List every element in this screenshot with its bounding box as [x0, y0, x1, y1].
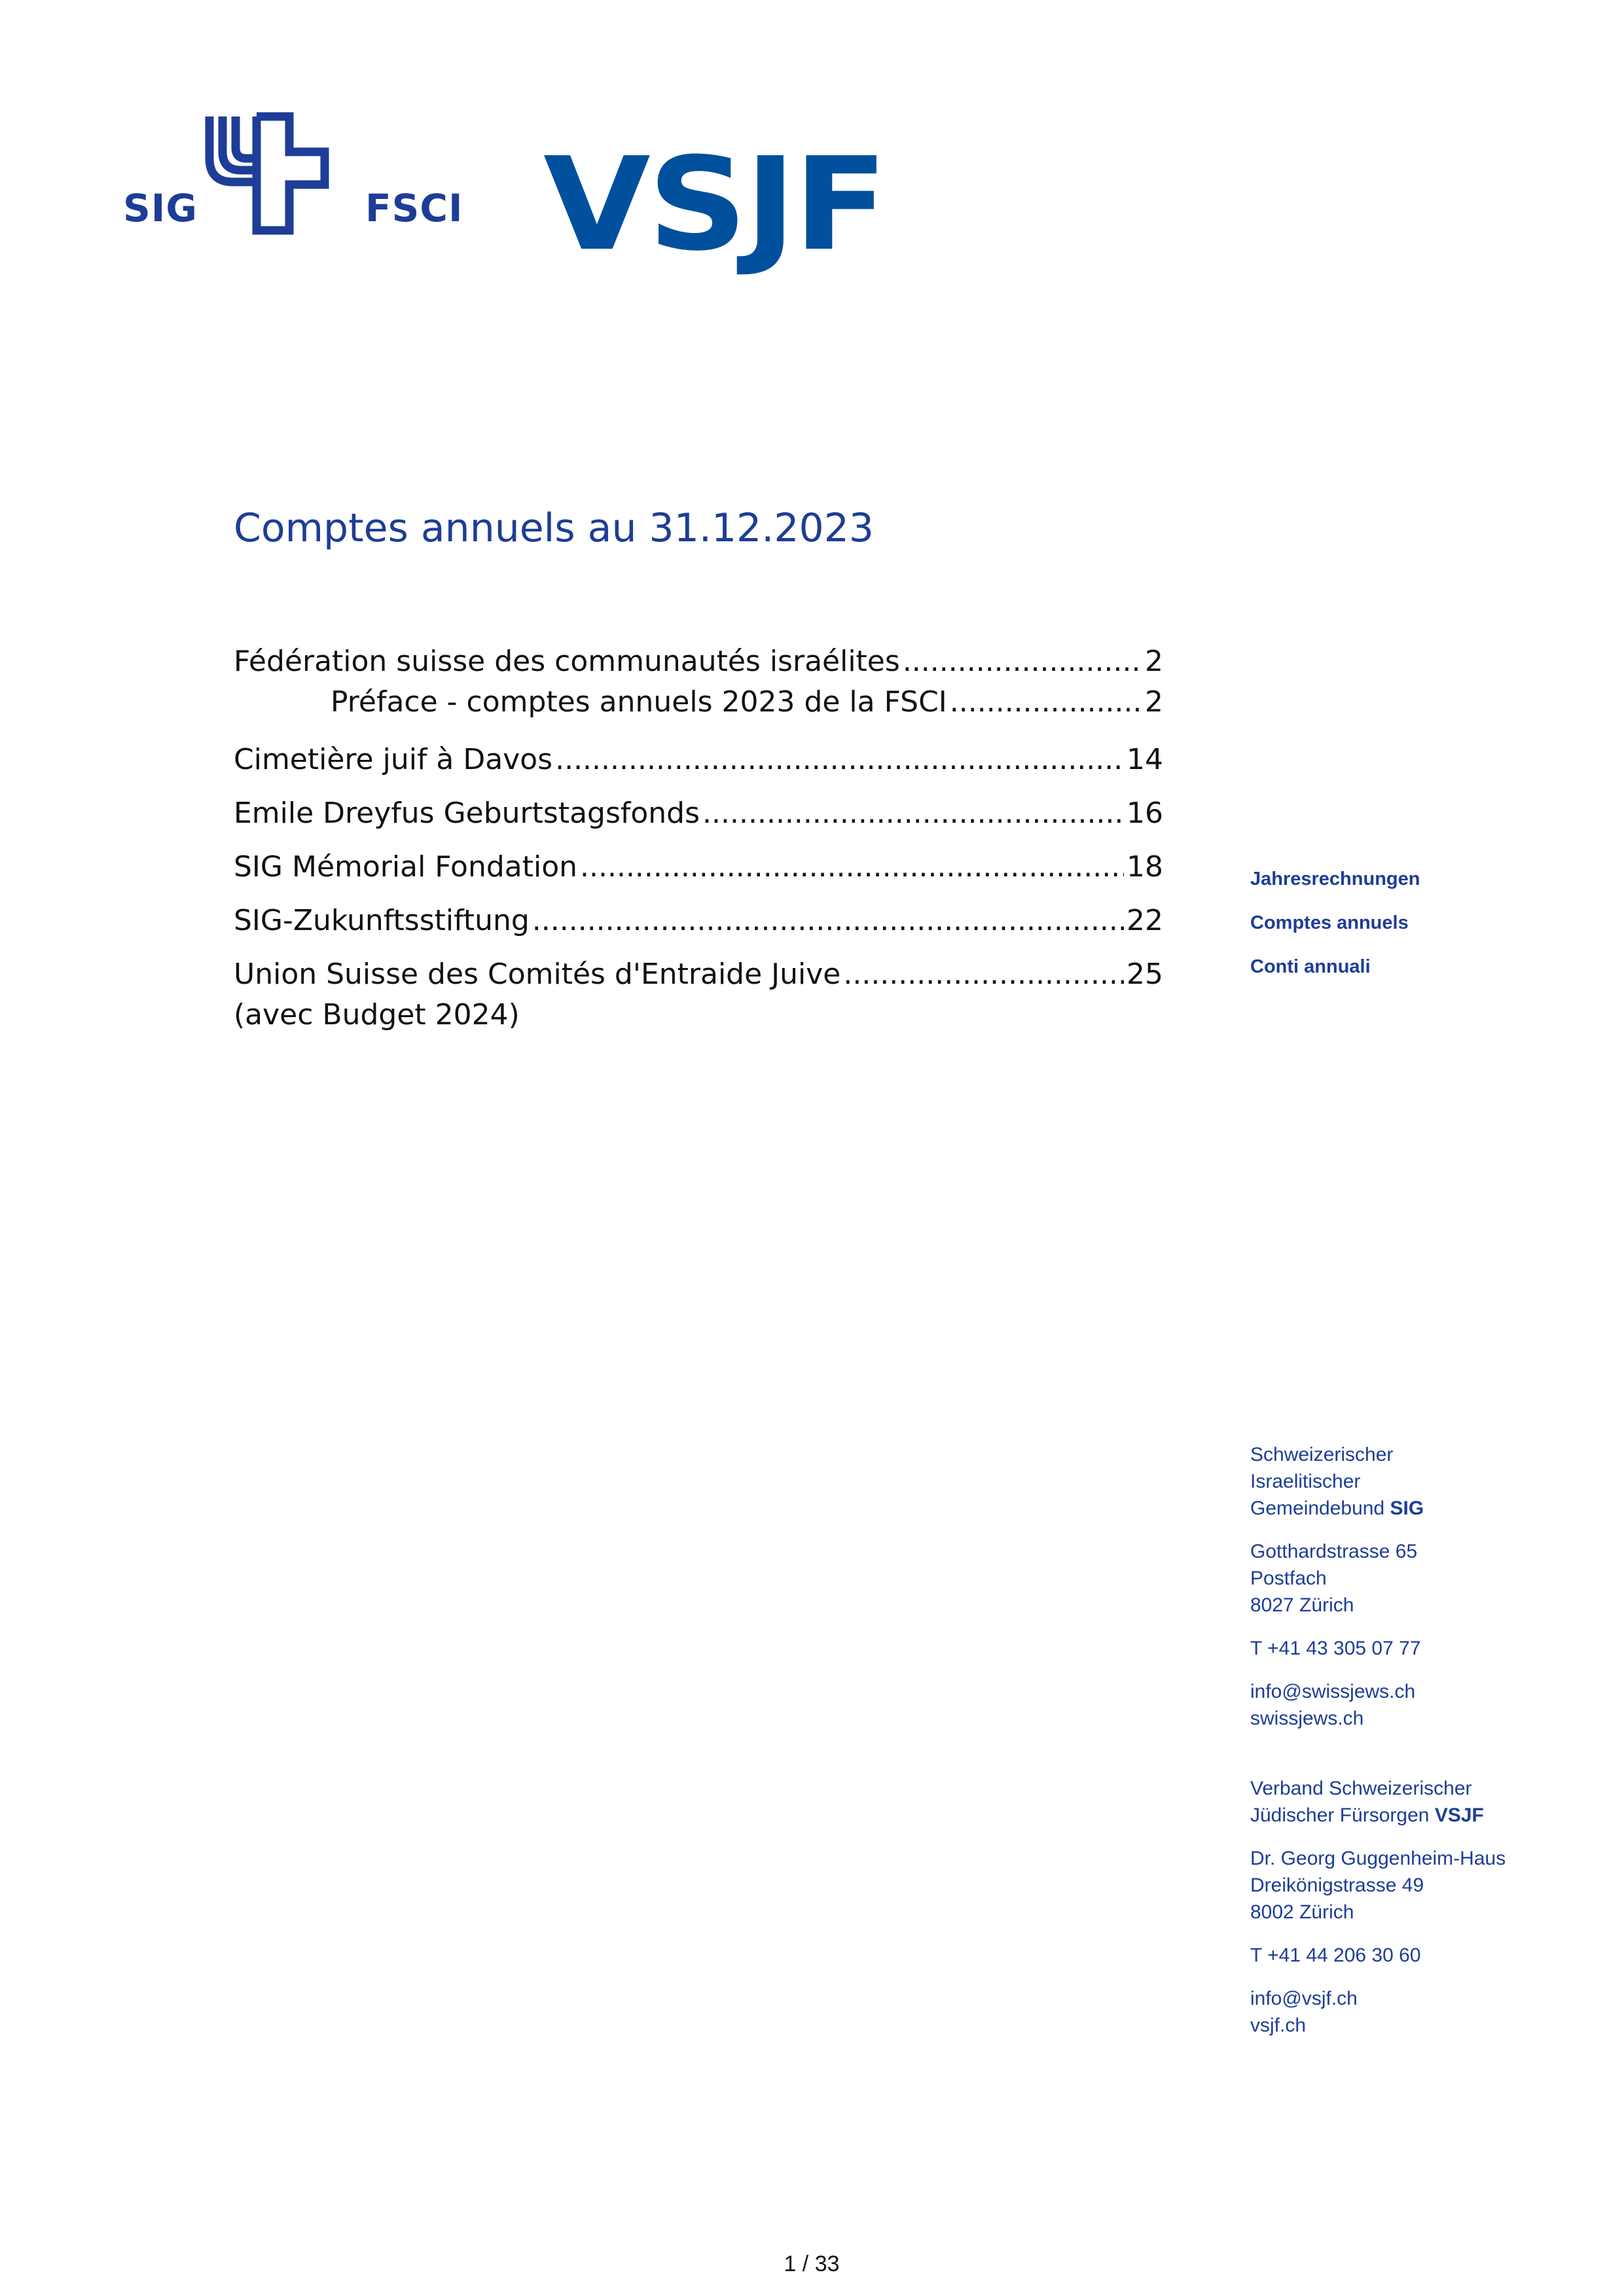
contact-org-line: Jüdischer Fürsorgen VSJF	[1250, 1804, 1484, 1826]
toc-label: SIG-Zukunftsstiftung	[234, 904, 530, 937]
toc-page: 22	[1127, 904, 1163, 937]
toc-page: 25	[1127, 958, 1163, 991]
contact-abbr: SIG	[1390, 1498, 1424, 1519]
contact-org-line: Schweizerischer	[1250, 1444, 1394, 1465]
toc-page: 2	[1145, 685, 1163, 719]
toc-label: SIG Mémorial Fondation	[234, 850, 578, 884]
toc-page: 16	[1127, 797, 1163, 830]
toc-entry[interactable]	[234, 793, 1163, 834]
sidebar-link-comptes-annuels[interactable]: Comptes annuels	[1250, 912, 1409, 933]
contact-house: Dr. Georg Guggenheim-Haus	[1250, 1848, 1506, 1869]
logo-sig-text: SIG	[123, 186, 198, 230]
vsjf-logo: VSJF	[543, 130, 886, 279]
toc-leader	[903, 641, 1142, 682]
toc-leader	[555, 740, 1124, 780]
contact-email-link[interactable]: info@vsjf.ch	[1250, 1988, 1358, 2009]
toc-label: Emile Dreyfus Geburtstagsfonds	[234, 797, 700, 830]
contact-org-line: Israelitischer	[1250, 1471, 1361, 1492]
toc-leader	[532, 901, 1124, 941]
toc-page: 18	[1127, 850, 1163, 884]
toc-label: Préface - comptes annuels 2023 de la FSCI	[331, 685, 947, 719]
contact-city: 8027 Zürich	[1250, 1594, 1354, 1616]
toc-entry-continuation: (avec Budget 2024)	[234, 998, 520, 1031]
toc-page: 14	[1127, 743, 1163, 776]
toc-leader	[843, 954, 1124, 995]
toc-label: Cimetière juif à Davos	[234, 743, 553, 776]
page-title: Comptes annuels au 31.12.2023	[234, 505, 875, 551]
contact-city: 8002 Zürich	[1250, 1901, 1354, 1923]
toc-leader	[950, 682, 1142, 723]
toc-leader	[580, 847, 1124, 888]
toc-leader	[702, 793, 1124, 834]
toc-entry[interactable]	[234, 641, 1163, 682]
contact-postbox: Postfach	[1250, 1568, 1327, 1589]
sidebar-links	[1250, 857, 1420, 989]
contact-web-link[interactable]: vsjf.ch	[1250, 2015, 1307, 2036]
contact-sig	[1250, 1441, 1591, 1732]
toc-page: 2	[1145, 645, 1163, 678]
contact-phone[interactable]: T +41 43 305 07 77	[1250, 1638, 1421, 1659]
page-number: 1 / 33	[784, 2251, 840, 2276]
sig-fsci-logo	[118, 111, 465, 242]
contact-vsjf	[1250, 1775, 1591, 2039]
sidebar-link-jahresrechnungen[interactable]: Jahresrechnungen	[1250, 869, 1420, 889]
contact-abbr: VSJF	[1434, 1804, 1484, 1826]
contact-street: Dreikönigstrasse 49	[1250, 1874, 1424, 1896]
toc-entry[interactable]	[234, 847, 1163, 888]
contact-street: Gotthardstrasse 65	[1250, 1541, 1418, 1562]
contact-email-link[interactable]: info@swissjews.ch	[1250, 1681, 1416, 1702]
logo-fsci-text: FSCI	[365, 186, 463, 230]
contact-web-link[interactable]: swissjews.ch	[1250, 1708, 1364, 1729]
contact-org-line: Verband Schweizerischer	[1250, 1778, 1472, 1799]
toc-entry[interactable]	[234, 954, 1163, 995]
contact-org-line: Gemeindebund SIG	[1250, 1498, 1424, 1519]
toc-label: Union Suisse des Comités d'Entraide Juive	[234, 958, 841, 991]
toc-entry[interactable]	[234, 901, 1163, 941]
toc-entry[interactable]	[331, 682, 1163, 723]
contact-phone[interactable]: T +41 44 206 30 60	[1250, 1945, 1421, 1966]
toc-label: Fédération suisse des communautés israélites	[234, 645, 900, 678]
toc-entry[interactable]	[234, 740, 1163, 780]
sidebar-link-conti-annuali[interactable]: Conti annuali	[1250, 956, 1371, 977]
